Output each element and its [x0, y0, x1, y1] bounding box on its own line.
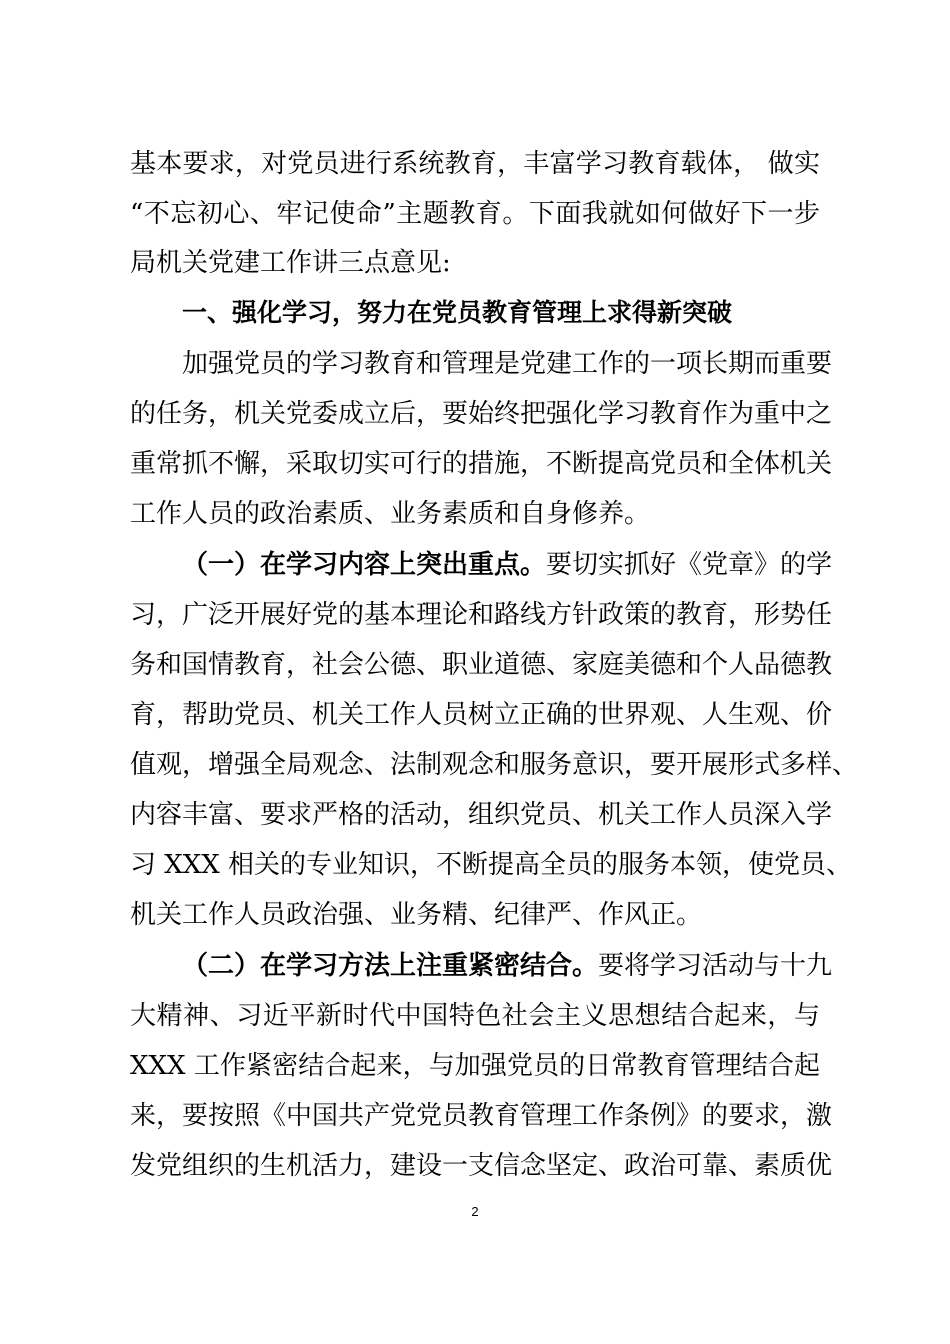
text-line: XXX 工作紧密结合起来，与加强党员的日常教育管理结合起 — [130, 1051, 820, 1081]
text-line: “不忘初心、牢记使命”主题教育。下面我就如何做好下一步 — [130, 199, 820, 229]
paragraph-first-line: 加强党员的学习教育和管理是党建工作的一项长期而重要 — [182, 349, 833, 379]
text-line: 来，要按照《中国共产党党员教育管理工作条例》的要求，激 — [130, 1101, 833, 1131]
text-line: 基本要求，对党员进行系统教育，丰富学习教育载体， 做实 — [130, 149, 820, 179]
text-line: 值观，增强全局观念、法制观念和服务意识，要开展形式多样、 — [130, 750, 859, 780]
subsection-title: （二）在学习方法上注重紧密结合。 — [182, 951, 599, 981]
text-line: 习，广泛开展好党的基本理论和路线方针政策的教育，形势任 — [130, 600, 833, 630]
subsection-first-line — [182, 545, 833, 585]
subsection-title: （一）在学习内容上突出重点。 — [182, 550, 547, 580]
text-line: 工作人员的政治素质、业务素质和自身修养。 — [130, 499, 651, 529]
text-line: 育，帮助党员、机关工作人员树立正确的世界观、人生观、价 — [130, 700, 833, 730]
text-line: 务和国情教育，社会公德、职业道德、家庭美德和个人品德教 — [130, 650, 833, 680]
text-line: 发党组织的生机活力，建设一支信念坚定、政治可靠、素质优 — [130, 1151, 833, 1181]
text-line: 机关工作人员政治强、业务精、纪律严、作风正。 — [130, 900, 703, 930]
subsection-first-line — [182, 946, 833, 986]
text-line: 大精神、习近平新时代中国特色社会主义思想结合起来，与 — [130, 1001, 820, 1031]
text-line: 的任务，机关党委成立后，要始终把强化学习教育作为重中之 — [130, 399, 833, 429]
text-span: 要切实抓好《党章》的学 — [546, 550, 833, 580]
text-span: 要将学习活动与十九 — [598, 951, 833, 981]
page-number: 2 — [471, 1204, 479, 1219]
text-line: 内容丰富、要求严格的活动，组织党员、机关工作人员深入学 — [130, 800, 833, 830]
text-line: 局机关党建工作讲三点意见: — [130, 248, 451, 278]
section-heading: 一、强化学习，努力在党员教育管理上求得新突破 — [182, 298, 733, 327]
text-line: 重常抓不懈，采取切实可行的措施，不断提高党员和全体机关 — [130, 449, 833, 479]
text-line: 习 XXX 相关的专业知识，不断提高全员的服务本领，使党员、 — [130, 850, 853, 880]
